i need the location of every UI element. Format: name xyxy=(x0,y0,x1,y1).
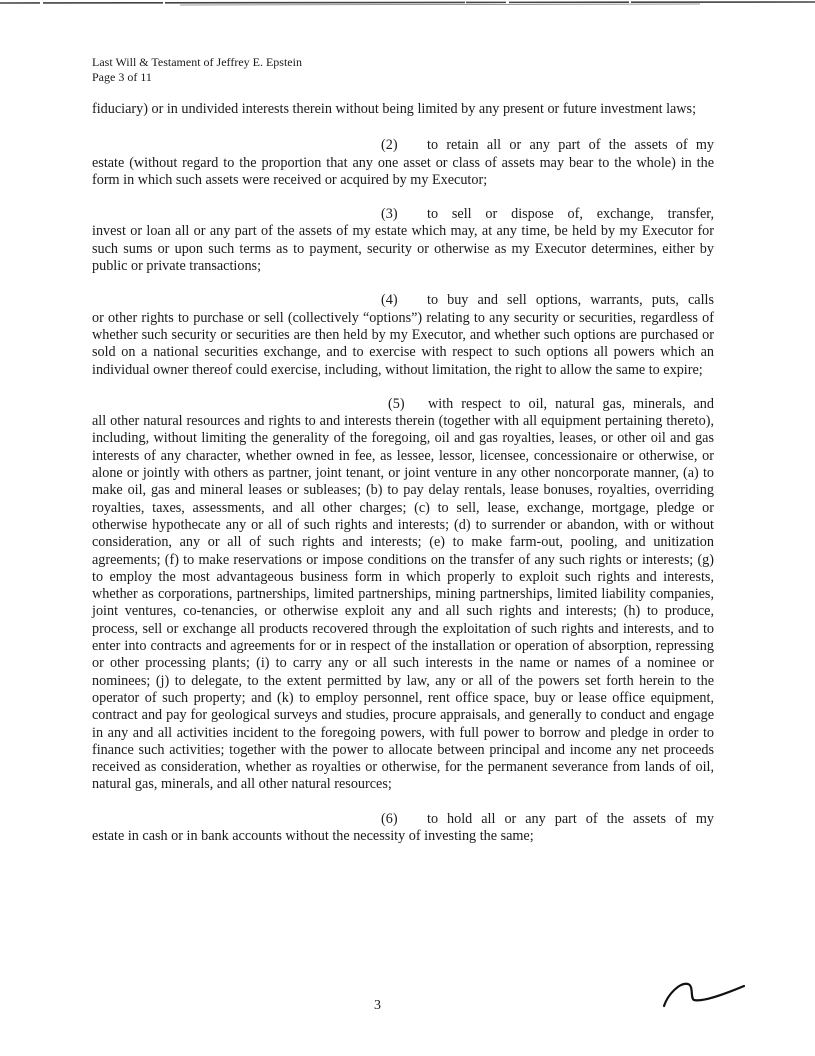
paragraph-continuation xyxy=(92,101,714,118)
paragraph-lead: to buy and sell options, warrants, puts, calls xyxy=(427,292,714,309)
paragraph-text: all other natural resources and rights to and interests therein (together with all equipment pertaining thereto), including, without limiting the generality of the foregoing, oil and gas royalties, leases, or other oil and gas interests of any character, whether owned in fee, as lessee, lessor, licensee, concessionaire or otherwise, or alone or jointly with others as partner, joint tenant, or joint venture in any other noncorporate manner, (a) to make oil, gas and mineral leases or subleases; (b) to pay delay rentals, lease bonuses, royalties, overriding royalties, taxes, assessments, and all other charges; (c) to sell, lease, exchange, mortgage, pledge or otherwise hypothecate any or all of such rights and interests; (d) to surrender or abandon, with or without consideration, any or all of such rights and interests; (e) to make farm-out, pooling, and unitization agreements; (f) to make reservations or impose conditions on the transfer of any such rights or interests; (g) to employ the most advantageous business form in which properly to exploit such rights and interests, whether as corporations, partnerships, limited partnerships, mining partnerships, limited liability companies, joint ventures, co-tenancies, or otherwise exploit any and all such rights and interests; (h) to produce, process, sell or exchange all products recovered through the exploitation of such rights and interests, and to enter into contracts and agreements for or in respect of the installation or operation of absorption, repressing or other processing plants; (i) to carry any or all such interests in the name or names of a nominee or nominees; (j) to delegate, to the extent permitted by law, any or all of the powers set forth herein to the operator of such property; and (k) to employ personnel, rent office space, buy or lease office equipment, contract and pay for geological surveys and studies, procure appraisals, and generally to conduct and engage in any and all activities incident to the foregoing powers, with full power to borrow and pledge in order to finance such activities; together with the power to allocate between principal and income any net proceeds received as consideration, whether as royalties or otherwise, for the permanent severance from lands of oil, natural gas, minerals, and all other natural resources; xyxy=(92,413,714,793)
page-of-label: Page 3 of 11 xyxy=(92,70,152,84)
paragraph-lead: to retain all or any part of the assets of my xyxy=(427,137,714,154)
item-number: (2) xyxy=(381,137,398,154)
item-number: (5) xyxy=(388,395,405,412)
paragraph-4 xyxy=(92,292,714,378)
page-number: 3 xyxy=(374,998,381,1013)
item-number: (4) xyxy=(381,292,398,309)
paragraph-3 xyxy=(92,206,714,275)
paragraph-text: investment laws; xyxy=(600,101,697,117)
scan-edge-line xyxy=(0,0,815,10)
item-number: (3) xyxy=(381,206,398,223)
paragraph-text: or other rights to purchase or sell (collectively “options”) relating to any security or securities, regardless of whether such security or securities are then held by my Executor, and whether such options are purchased or sold on a national securities exchange, and to exercise with respect to such options all powers which an individual owner thereof could exercise, including, without limitation, the right to allow the same to expire; xyxy=(92,309,714,378)
paragraph-text: estate in cash or in bank accounts without the necessity of investing the same; xyxy=(92,827,534,844)
paragraph-2 xyxy=(92,137,714,189)
paragraph-lead: to sell or dispose of, exchange, transfer, xyxy=(427,206,714,223)
paragraph-6 xyxy=(92,811,714,846)
paragraph-text: fiduciary) or in undivided interests therein without being limited by any present or future xyxy=(92,101,597,117)
paragraph-text: invest or loan all or any part of the assets of my estate which may, at any time, be held by my Executor for such sums or upon such terms as to payment, security or otherwise as my Executor determines, either by public or private transactions; xyxy=(92,223,714,275)
initials-signature xyxy=(658,972,748,1012)
item-number: (6) xyxy=(381,810,398,827)
document-header xyxy=(92,55,302,85)
paragraph-5 xyxy=(92,396,714,794)
document-body xyxy=(92,101,714,862)
paragraph-lead: to hold all or any part of the assets of my xyxy=(427,810,714,827)
paragraph-lead: with respect to oil, natural gas, minerals, and xyxy=(428,395,714,412)
document-title: Last Will & Testament of Jeffrey E. Epstein xyxy=(92,55,302,69)
paragraph-text: estate (without regard to the proportion that any one asset or class of assets may bear to the whole) in the form in which such assets were received or acquired by my Executor; xyxy=(92,154,714,188)
